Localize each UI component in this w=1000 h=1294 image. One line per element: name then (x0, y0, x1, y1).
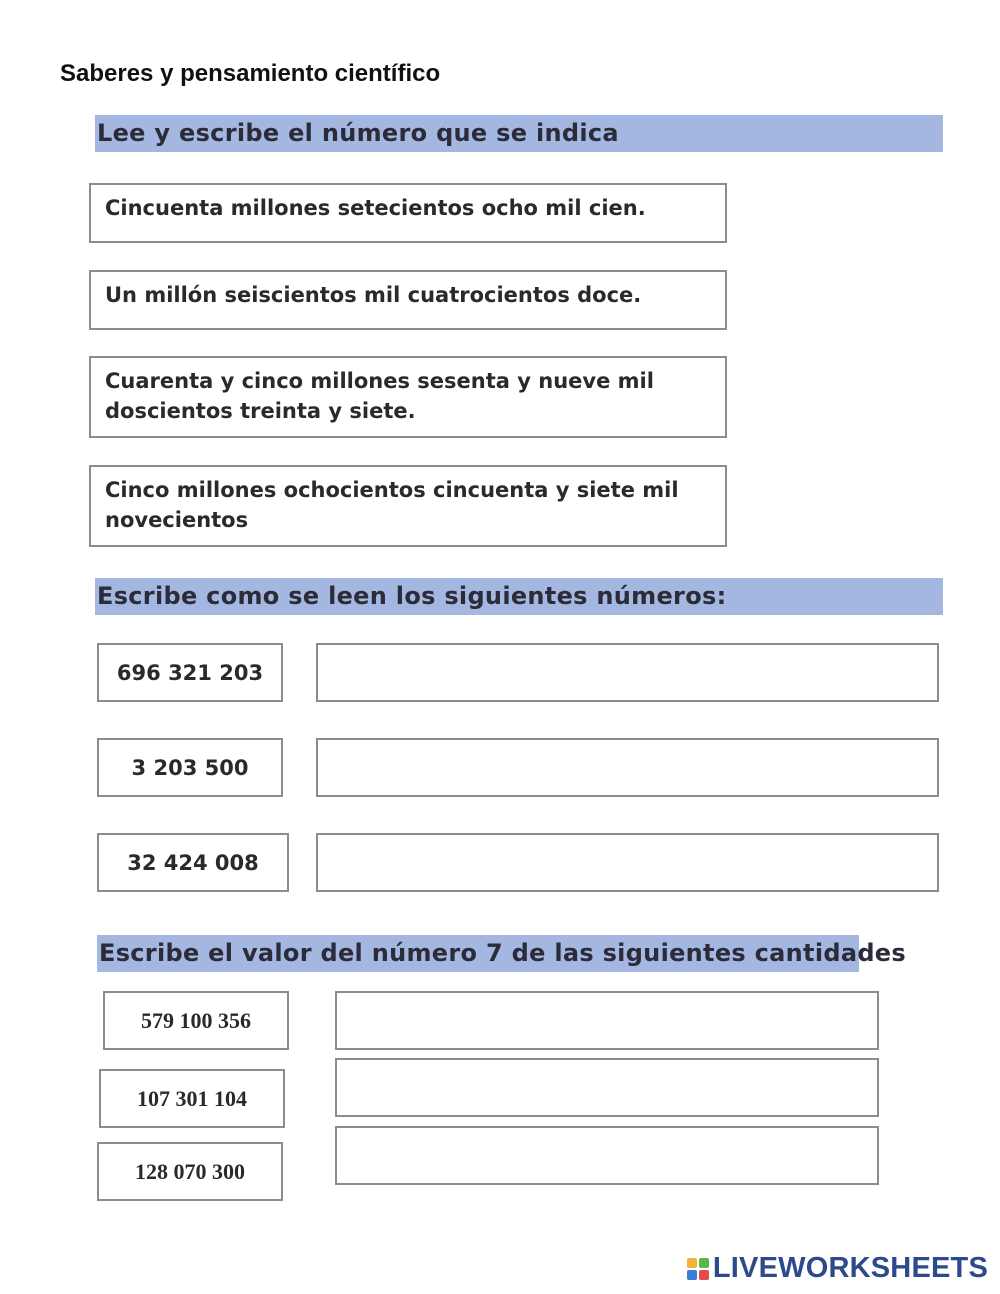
prompt-box-1[interactable]: Cincuenta millones setecientos ocho mil cien. (89, 183, 727, 243)
liveworksheets-logo[interactable] (687, 1252, 988, 1285)
number-box: 107 301 104 (99, 1069, 285, 1128)
section-heading-value-of-seven: Escribe el valor del número 7 de las siguientes cantidades (97, 935, 859, 972)
prompt-box-4[interactable]: Cinco millones ochocientos cincuenta y siete mil novecientos (89, 465, 727, 547)
prompt-box-2[interactable]: Un millón seiscientos mil cuatrocientos doce. (89, 270, 727, 330)
logo-text: LIVEWORKSHEETS (712, 1252, 988, 1284)
answer-input-4[interactable] (335, 991, 879, 1050)
answer-input-5[interactable] (335, 1058, 879, 1117)
number-box: 128 070 300 (97, 1142, 283, 1201)
logo-grid-icon (687, 1258, 709, 1280)
answer-input-6[interactable] (335, 1126, 879, 1185)
answer-input-2[interactable] (316, 738, 939, 797)
number-box: 579 100 356 (103, 991, 289, 1050)
page-title: Saberes y pensamiento científico (60, 60, 441, 87)
answer-input-3[interactable] (316, 833, 939, 892)
section-heading-how-to-read: Escribe como se leen los siguientes números: (95, 578, 943, 615)
prompt-box-3[interactable]: Cuarenta y cinco millones sesenta y nueve mil doscientos treinta y siete. (89, 356, 727, 438)
answer-input-1[interactable] (316, 643, 939, 702)
section-heading-read-and-write: Lee y escribe el número que se indica (95, 115, 943, 152)
number-box: 3 203 500 (97, 738, 283, 797)
number-box: 32 424 008 (97, 833, 289, 892)
number-box: 696 321 203 (97, 643, 283, 702)
